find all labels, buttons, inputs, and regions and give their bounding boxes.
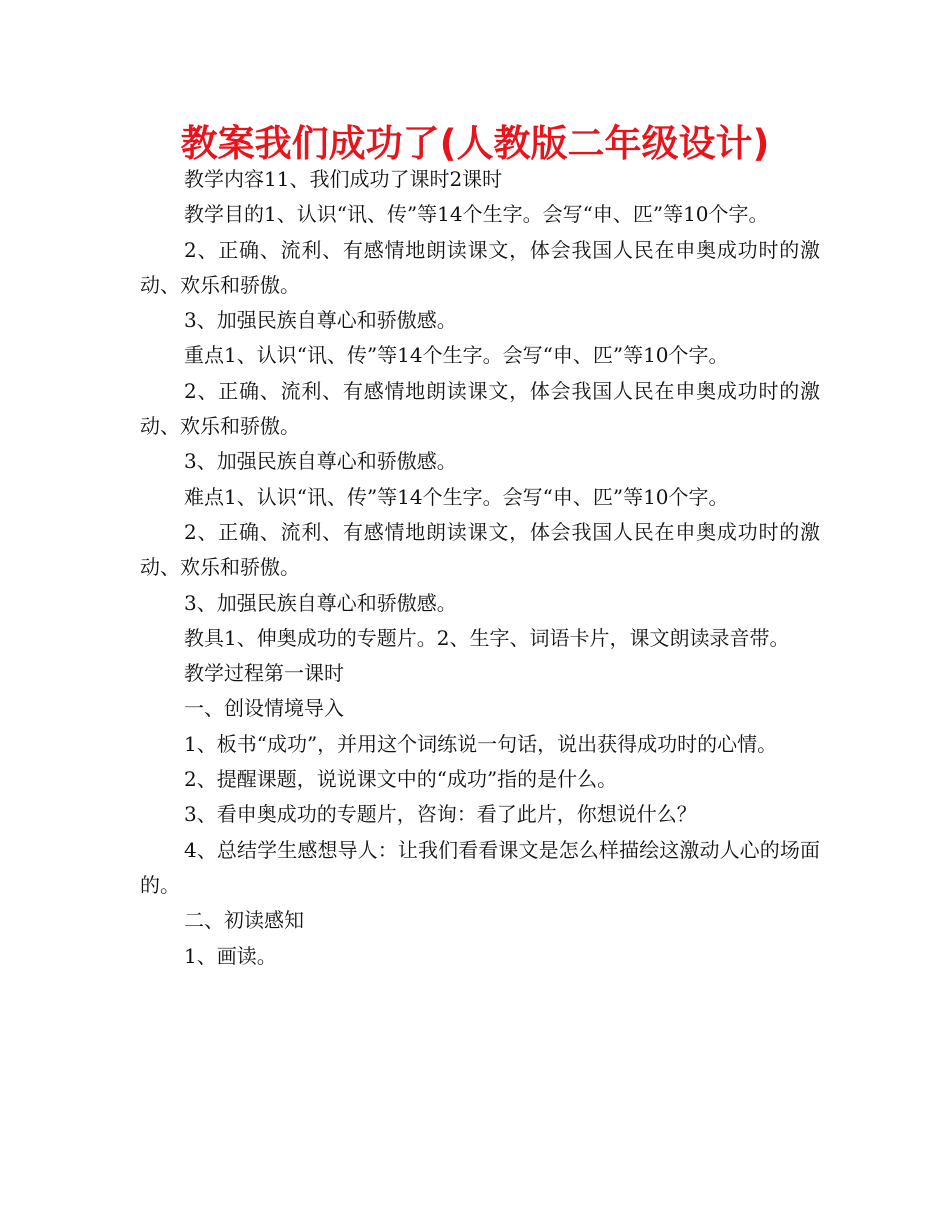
paragraph-teaching-goal-3: 3、加强民族自尊心和骄傲感。 (184, 308, 457, 333)
document-body (140, 162, 820, 974)
paragraph-section-one-heading: 一、创设情境导入 (184, 696, 344, 721)
paragraph-key-point-1: 重点1、认识“讯、传”等14个生字。会写“申、匹”等10个字。 (184, 343, 729, 368)
paragraph-step-4: 4、总结学生感想导人：让我们看看课文是怎么样描绘这激动人心的场面的。 (140, 837, 820, 897)
paragraph-key-point-2: 2、正确、流利、有感情地朗读课文，体会我国人民在申奥成功时的激动、欢乐和骄傲。 (140, 378, 820, 439)
paragraph-step-3: 3、看申奥成功的专题片，咨询：看了此片，你想说什么？ (184, 802, 697, 827)
paragraph-teaching-content: 教学内容11、我们成功了课时2课时 (184, 167, 503, 191)
paragraph-key-point-3: 3、加强民族自尊心和骄傲感。 (184, 449, 457, 474)
paragraph-process-heading: 教学过程第一课时 (184, 661, 344, 686)
paragraph-teaching-goal-2: 2、正确、流利、有感情地朗读课文，体会我国人民在申奥成功时的激动、欢乐和骄傲。 (140, 237, 820, 297)
paragraph-difficulty-3: 3、加强民族自尊心和骄傲感。 (184, 590, 457, 615)
paragraph-section-two-step-1: 1、画读。 (184, 943, 277, 968)
paragraph-step-1: 1、板书“成功”，并用这个词练说一句话，说出获得成功时的心情。 (184, 731, 778, 756)
paragraph-difficulty-1: 难点1、认识“讯、传”等14个生字。会写“申、匹”等10个字。 (184, 484, 729, 509)
document-title: 教案我们成功了(人教版二年级设计) (180, 122, 770, 165)
paragraph-teaching-aids: 教具1、伸奥成功的专题片。2、生字、词语卡片，课文朗读录音带。 (184, 625, 790, 650)
paragraph-section-two-heading: 二、初读感知 (184, 908, 304, 933)
paragraph-teaching-goal-1: 教学目的1、认识“讯、传”等14个生字。会写“申、匹”等10个字。 (184, 202, 769, 227)
paragraph-difficulty-2: 2、正确、流利、有感情地朗读课文，体会我国人民在申奥成功时的激动、欢乐和骄傲。 (140, 519, 820, 580)
paragraph-step-2: 2、提醒课题，说说课文中的“成功”指的是什么。 (184, 767, 618, 792)
